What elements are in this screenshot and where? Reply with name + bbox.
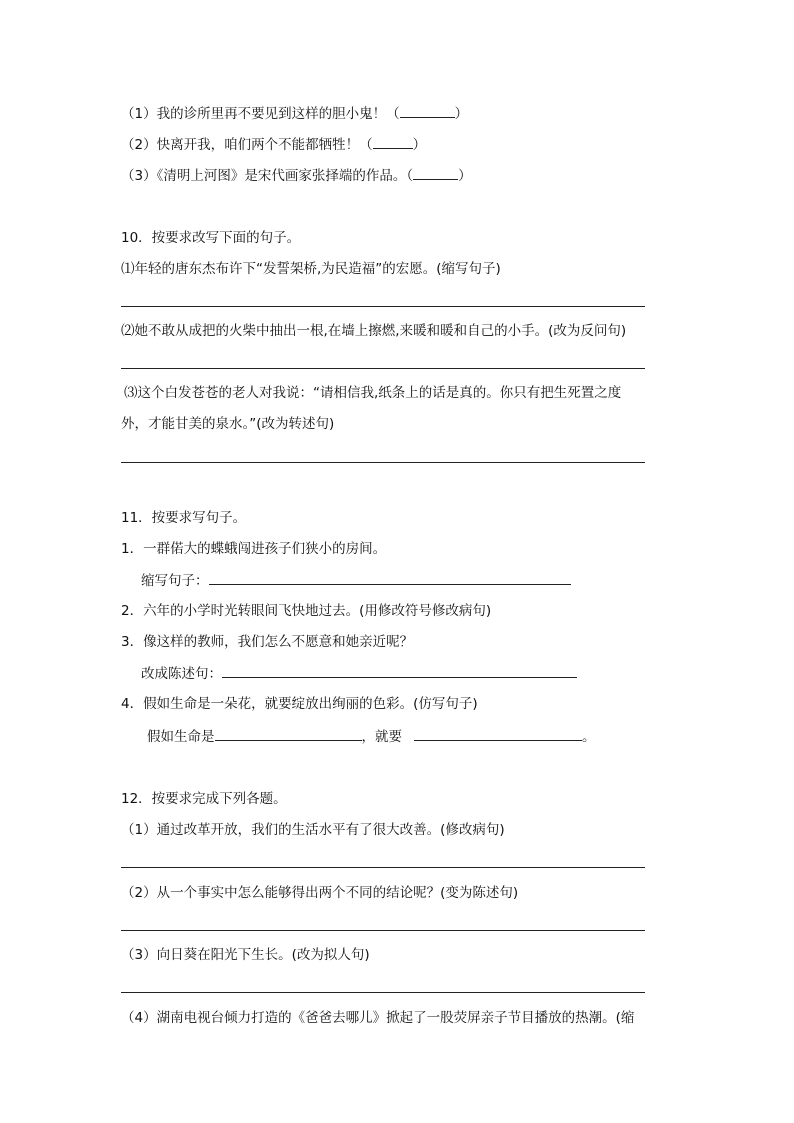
q12-item-4: （4）湖南电视台倾力打造的《爸爸去哪儿》掀起了一股荧屏亲子节目播放的热潮。(缩	[121, 1010, 635, 1026]
q11-item-1-answer-row	[141, 571, 571, 590]
q11-item-4: 4．假如生命是一朵花，就要绽放出绚丽的色彩。(仿写句子)	[121, 696, 478, 712]
q9-item-3-close: ）	[458, 168, 472, 184]
answer-blank[interactable]	[209, 571, 571, 585]
q9-item-2-text: （2）快离开我，咱们两个不能都牺牲！（	[121, 137, 373, 153]
q11-item-3-answer-row	[141, 664, 577, 683]
q10-item-3-line-1: ⑶这个白发苍苍的老人对我说：“请相信我,纸条上的话是真的。你只有把生死置之度	[124, 385, 622, 401]
q10-answer-line-1[interactable]	[121, 306, 645, 307]
q9-item-3	[121, 166, 472, 185]
q9-item-3-text: （3）《清明上河图》是宋代画家张择端的作品。（	[121, 168, 414, 184]
q10-title: 10．按要求改写下面的句子。	[121, 230, 301, 246]
q11-item-4-part-1: 假如生命是	[147, 729, 215, 745]
q10-item-3-line-2: 外，才能甘美的泉水。”(改为转述句)	[121, 416, 335, 432]
q12-title: 12．按要求完成下列各题。	[121, 791, 287, 807]
q9-item-2-close: ）	[412, 137, 427, 153]
q10-answer-line-2[interactable]	[121, 368, 645, 369]
q10-item-1: ⑴年轻的唐东杰布许下“发誓架桥,为民造福”的宏愿。(缩写句子)	[121, 261, 501, 277]
q12-answer-line-3[interactable]	[121, 992, 645, 993]
q9-item-1	[121, 104, 468, 123]
q11-item-4-answer-row	[147, 727, 596, 746]
answer-blank[interactable]	[222, 664, 577, 678]
q10-answer-line-3[interactable]	[121, 462, 645, 463]
q11-item-4-part-2: ，就要	[361, 729, 402, 745]
q9-item-2	[121, 135, 426, 154]
q12-item-1: （1）通过改革开放，我们的生活水平有了很大改善。(修改病句)	[121, 822, 505, 838]
q11-item-3: 3．像这样的教师，我们怎么不愿意和她亲近呢？	[121, 634, 414, 650]
answer-blank[interactable]	[373, 135, 413, 149]
q12-answer-line-1[interactable]	[121, 867, 645, 868]
q12-answer-line-2[interactable]	[121, 930, 645, 931]
q9-item-1-close: ）	[454, 106, 469, 122]
answer-blank[interactable]	[414, 727, 582, 741]
answer-blank[interactable]	[413, 166, 458, 180]
q11-item-4-end: 。	[582, 729, 596, 745]
q11-item-3-prompt: 改成陈述句：	[141, 666, 222, 682]
answer-blank[interactable]	[400, 104, 455, 118]
q10-item-2: ⑵她不敢从成把的火柴中抽出一根,在墙上擦燃,来暖和暖和自己的小手。(改为反问句)	[121, 323, 627, 339]
q11-item-1-prompt: 缩写句子：	[141, 573, 209, 589]
q9-item-1-text: （1）我的诊所里再不要见到这样的胆小鬼！（	[121, 106, 400, 122]
answer-blank[interactable]	[215, 727, 362, 741]
q11-item-1: 1．一群偌大的蝶蛾闯进孩子们狭小的房间。	[121, 541, 387, 557]
q11-title: 11．按要求写句子。	[121, 510, 247, 526]
q12-item-2: （2）从一个事实中怎么能够得出两个不同的结论呢？(变为陈述句)	[121, 885, 519, 901]
q12-item-3: （3）向日葵在阳光下生长。(改为拟人句)	[121, 947, 370, 963]
q11-item-2: 2．六年的小学时光转眼间飞快地过去。(用修改符号修改病句)	[121, 603, 492, 619]
